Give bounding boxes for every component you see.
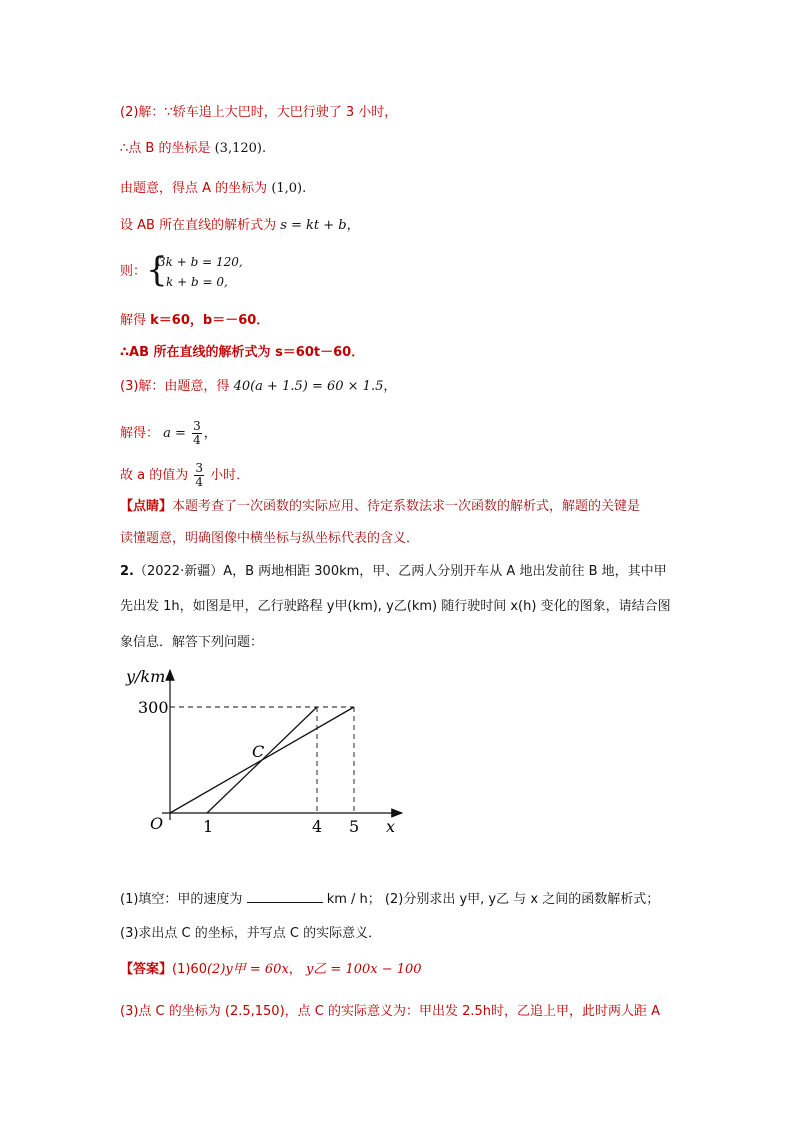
part2-head: (2)解： [120, 105, 165, 120]
question2-line3: 象信息．解答下列问题： [120, 635, 264, 650]
part2-hours: 3 [345, 105, 355, 120]
question-number: 2. [120, 564, 134, 579]
period: . [261, 141, 267, 156]
frac-den: 4 [193, 433, 201, 447]
answer-2b: y乙 = 100x − 100 [305, 962, 422, 977]
part3-line1 [120, 378, 396, 396]
point-c-label: C [252, 742, 265, 761]
answer-tag: 【答案】 [120, 962, 173, 977]
q1-line [120, 889, 659, 909]
then-label: 则： [120, 264, 147, 279]
answer-2a: (2)y甲 = 60x [206, 962, 289, 977]
so-tail: 小时． [210, 468, 250, 483]
comment-text-1: 本题考查了一次函数的实际应用、待定系数法求一次函数的解析式，解题的关键是 [172, 499, 641, 514]
so-prefix: 故 a 的值为 [120, 468, 189, 483]
distance-time-graph [120, 660, 420, 850]
a-coordinate: (1,0) [271, 181, 303, 196]
frac-num: 3 [193, 419, 201, 433]
x-tick-1: 1 [203, 817, 214, 836]
x-tick-5: 5 [349, 817, 360, 836]
part2-line1 [120, 104, 397, 122]
b-coordinate: (3,120) [214, 141, 262, 156]
part3-head: (3)解：由题意，得 [120, 379, 230, 394]
given-a: 由题意，得点 A 的坐标为 [120, 181, 268, 196]
x-axis-label: x [386, 817, 396, 836]
period: . [302, 181, 307, 196]
q1-unit: km / h； [326, 892, 381, 907]
part2-line4 [120, 217, 360, 235]
fraction-three-quarters-2 [194, 462, 204, 489]
comma: ， [346, 218, 360, 233]
part2-line3 [120, 180, 306, 198]
comment-tag: 【点睛】 [120, 499, 173, 514]
system-brace: { [146, 250, 168, 290]
set-line-text: 设 AB 所在直线的解析式为 [120, 218, 277, 233]
equation-1: 3k + b = 120, [158, 255, 243, 269]
comma: ， [383, 379, 397, 394]
part3-so [120, 462, 249, 489]
y-tick-300: 300 [138, 698, 169, 717]
part3-equation: 40(a + 1.5) = 60 × 1.5 [233, 379, 384, 394]
q3-line: (3)求出点 C 的坐标，并写点 C 的实际意义． [120, 926, 382, 941]
question-text-1: A，B 两地相距 300km，甲、乙两人分别开车从 A 地出发前往 B 地，其中甲 [223, 564, 667, 579]
a-lhs: a = [163, 426, 186, 441]
part3-solve-prefix: 解得： [120, 426, 160, 441]
origin-label: O [150, 814, 164, 833]
q1-blank [247, 889, 323, 903]
comma: ， [203, 426, 217, 441]
answer-1: (1)60 [172, 962, 207, 977]
question2-line1 [120, 563, 667, 581]
equation-system [158, 252, 243, 292]
part2-line2 [120, 140, 266, 158]
solve-result: k＝60，b＝－60． [150, 313, 270, 328]
part2-hours-unit: 小时， [358, 105, 398, 120]
therefore-b: ∴点 B 的坐标是 [120, 141, 211, 156]
part2-because: ∵轿车追上大巴时，大巴行驶了 [164, 105, 342, 120]
part2-then [120, 263, 146, 281]
frac-den: 4 [195, 475, 204, 489]
question2-line2: 先出发 1h，如图是甲，乙行驶路程 y甲(km), y乙(km) 随行驶时间 x(h) 变化的图象，请结合图 [120, 599, 671, 614]
y-axis-label: y/km [126, 667, 166, 686]
part3-solve [120, 420, 217, 447]
q2-text: (2)分别求出 y甲, y乙 与 x 之间的函数解析式； [384, 892, 660, 907]
set-expression: s = kt + b [280, 218, 347, 233]
comment-line1 [120, 498, 640, 516]
answer-3: (3)点 C 的坐标为 (2.5,150)，点 C 的实际意义为：甲出发 2.5h时，乙追上甲，此时两人距 A [120, 1004, 661, 1019]
equation-2: k + b = 0, [166, 275, 228, 289]
x-tick-4: 4 [312, 817, 323, 836]
solve-prefix: 解得 [120, 313, 147, 328]
answer-line [120, 961, 422, 979]
fraction-three-quarters [192, 420, 202, 447]
part2-conclusion: ∴AB 所在直线的解析式为 s＝60t－60． [120, 345, 365, 360]
answer-sep: ， [288, 962, 302, 977]
question-source: （2022·新疆） [133, 564, 224, 579]
q1-prefix: (1)填空：甲的速度为 [120, 892, 243, 907]
part2-solve [120, 312, 269, 330]
comment-line2: 读懂题意，明确图像中横坐标与纵坐标代表的含义． [120, 531, 420, 546]
frac-num: 3 [195, 461, 204, 475]
